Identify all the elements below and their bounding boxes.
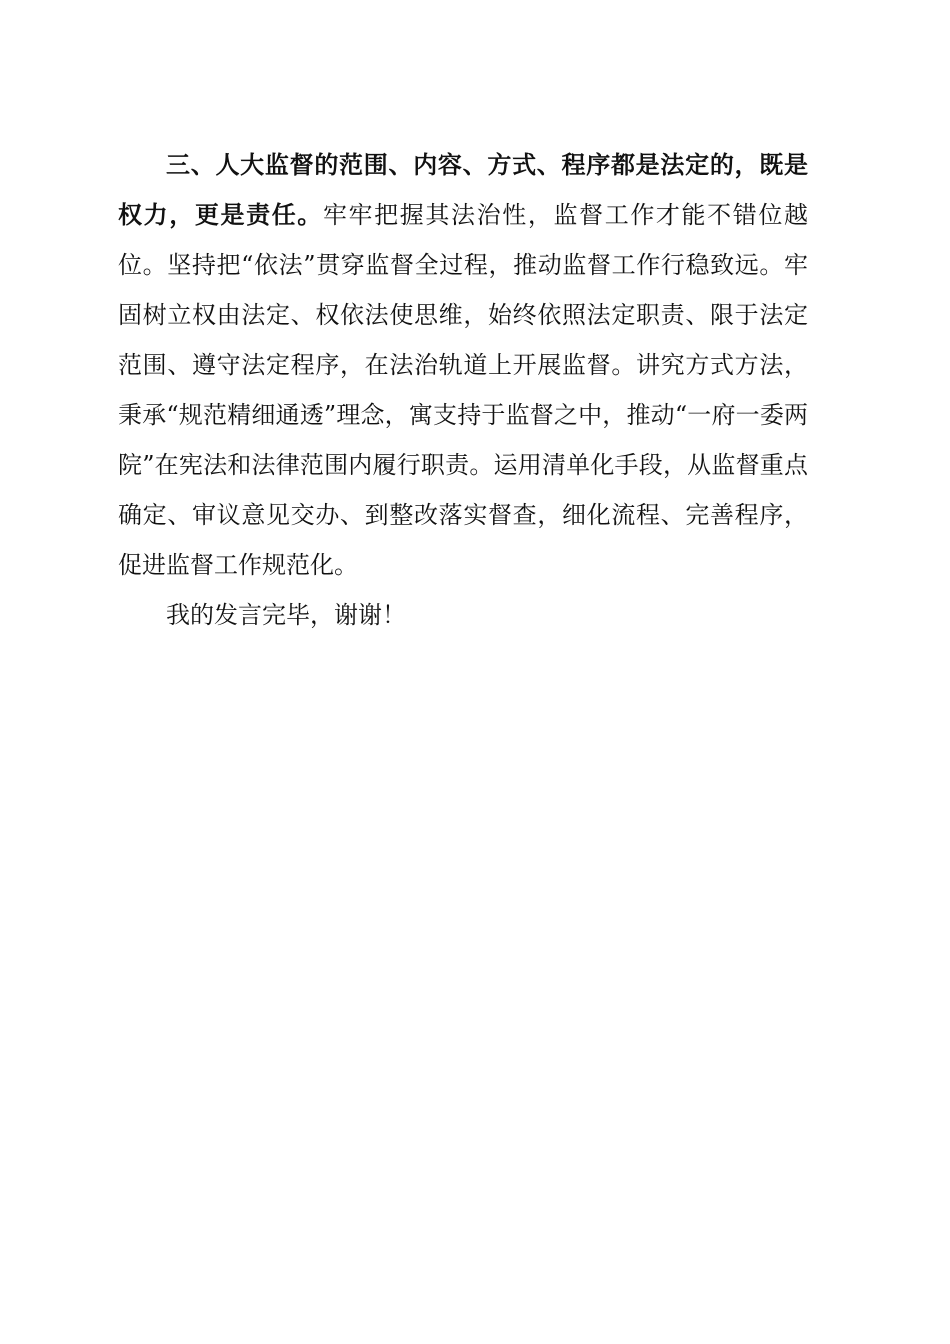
paragraph-supervision-legality — [118, 140, 808, 590]
paragraph-closing: 我的发言完毕，谢谢！ — [166, 601, 406, 629]
document-body — [118, 140, 808, 640]
paragraph-text: 牢牢把握其法治性，监督工作才能不错位越位。坚持把“依法”贯穿监督全过程，推动监督工作行稳致远。牢固树立权由法定、权依法使思维，始终依照法定职责、限于法定范围、遵守法定程序，在法治轨道上开展监督。讲究方式方法，秉承“规范精细通透”理念，寓支持于监督之中，推动“一府一委两院”在宪法和法律范围内履行职责。运用清单化手段，从监督重点确定、审议意见交办、到整改落实督查，细化流程、完善程序，促进监督工作规范化。 — [118, 201, 809, 579]
paragraph-heading: 三、人大监督的范围、内容、方式、程序都是法定的，既是权力，更是责任。 — [118, 150, 808, 229]
